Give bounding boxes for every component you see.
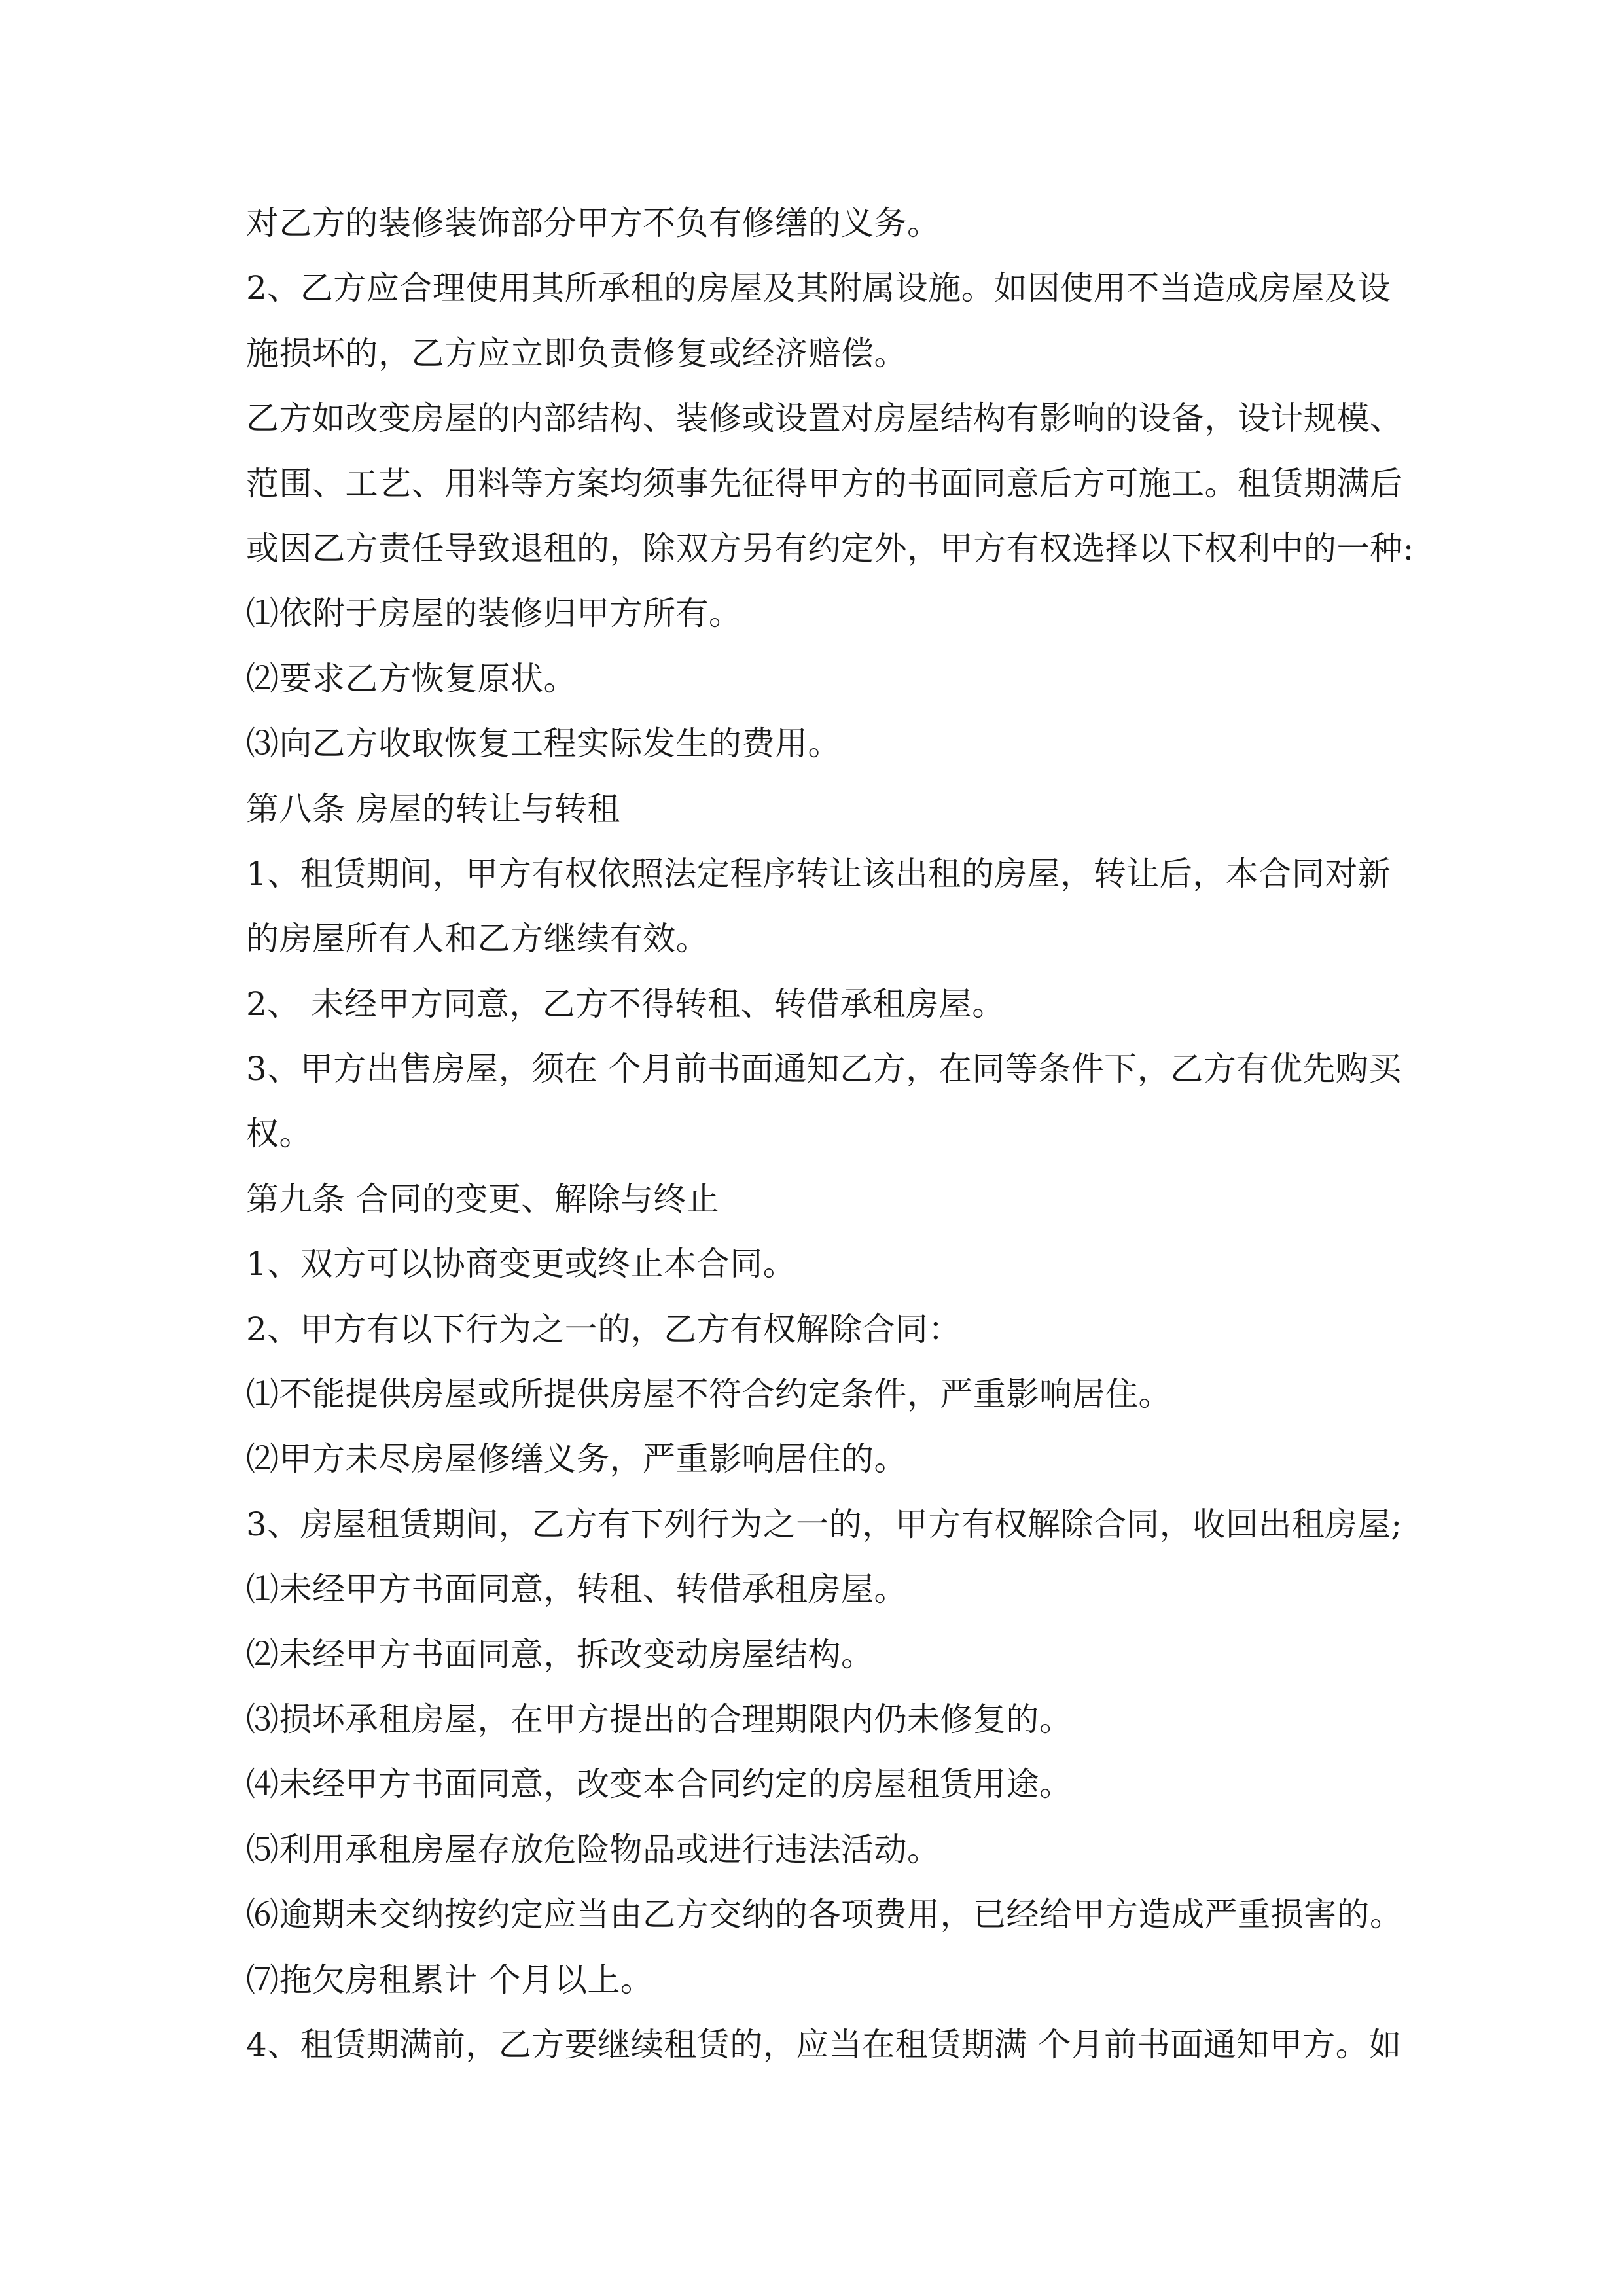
list-item: ⑵未经甲方书面同意，拆改变动房屋结构。 (246, 1635, 874, 1674)
list-item: ⑹逾期未交纳按约定应当由乙方交纳的各项费用，已经给甲方造成严重损害的。 (246, 1895, 1403, 1934)
text-line: 1、双方可以协商变更或终止本合同。 (246, 1245, 796, 1283)
text-line: 或因乙方责任导致退租的，除双方另有约定外，甲方有权选择以下权利中的一种: (246, 529, 1414, 567)
text-line: 3、甲方出售房屋，须在 个月前书面通知乙方，在同等条件下，乙方有优先购买 (246, 1050, 1402, 1088)
text-line: 权。 (246, 1115, 312, 1153)
list-item: ⑵要求乙方恢复原状。 (246, 659, 577, 698)
text-line: 4、租赁期满前，乙方要继续租赁的，应当在租赁期满 个月前书面通知甲方。如 (246, 2025, 1402, 2064)
list-item: ⑷未经甲方书面同意，改变本合同约定的房屋租赁用途。 (246, 1765, 1073, 1804)
section-heading: 第九条 合同的变更、解除与终止 (246, 1179, 720, 1218)
text-line: 范围、工艺、用料等方案均须事先征得甲方的书面同意后方可施工。租赁期满后 (246, 464, 1403, 503)
text-line: 2、 未经甲方同意，乙方不得转租、转借承租房屋。 (246, 984, 1005, 1023)
text-line: 的房屋所有人和乙方继续有效。 (246, 920, 709, 958)
text-line: 施损坏的，乙方应立即负责修复或经济赔偿。 (246, 334, 907, 372)
text-line: 乙方如改变房屋的内部结构、装修或设置对房屋结构有影响的设备，设计规模、 (246, 399, 1403, 438)
document-body (246, 191, 1414, 2077)
list-item: ⑴依附于房屋的装修归甲方所有。 (246, 594, 742, 633)
text-line: 1、租赁期间，甲方有权依照法定程序转让该出租的房屋，转让后，本合同对新 (246, 854, 1391, 893)
list-item: ⑴未经甲方书面同意，转租、转借承租房屋。 (246, 1570, 907, 1609)
list-item: ⑵甲方未尽房屋修缮义务，严重影响居住的。 (246, 1440, 907, 1479)
text-line: 2、乙方应合理使用其所承租的房屋及其附属设施。如因使用不当造成房屋及设 (246, 269, 1391, 308)
text-line: 对乙方的装修装饰部分甲方不负有修缮的义务。 (246, 204, 940, 242)
list-item: ⑴不能提供房屋或所提供房屋不符合约定条件，严重影响居住。 (246, 1375, 1171, 1414)
text-line: 3、房屋租赁期间，乙方有下列行为之一的，甲方有权解除合同，收回出租房屋; (246, 1505, 1402, 1543)
list-item: ⑺拖欠房租累计 个月以上。 (246, 1960, 654, 1999)
list-item: ⑶向乙方收取恢复工程实际发生的费用。 (246, 725, 841, 763)
text-line: 2、甲方有以下行为之一的，乙方有权解除合同： (246, 1310, 961, 1348)
list-item: ⑶损坏承租房屋，在甲方提出的合理期限内仍未修复的。 (246, 1700, 1073, 1738)
list-item: ⑸利用承租房屋存放危险物品或进行违法活动。 (246, 1830, 940, 1869)
section-heading: 第八条 房屋的转让与转租 (246, 789, 620, 828)
